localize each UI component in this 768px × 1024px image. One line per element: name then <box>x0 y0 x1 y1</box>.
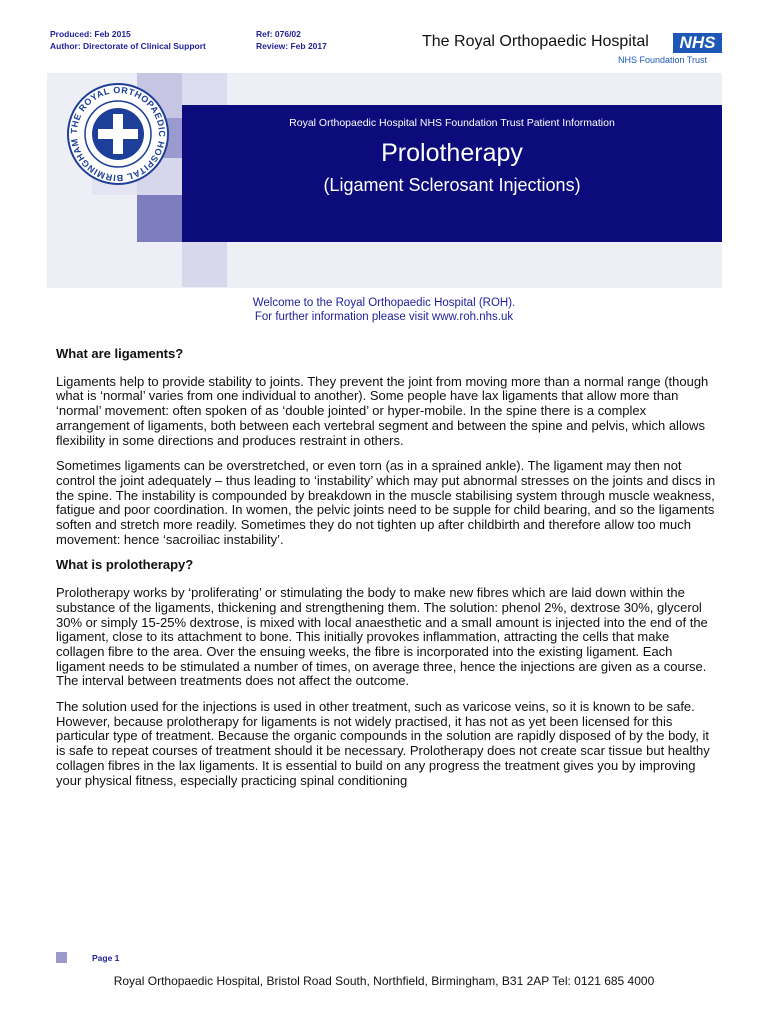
decorative-square <box>137 195 182 242</box>
produced-date: Produced: Feb 2015 <box>50 29 131 39</box>
seal-text: THE ROYAL ORTHOPAEDIC HOSPITAL BIRMINGHAM <box>68 84 168 184</box>
body-content <box>56 347 716 799</box>
review-date: Review: Feb 2017 <box>256 41 327 51</box>
section-heading-ligaments: What are ligaments? <box>56 346 184 361</box>
welcome-message <box>0 296 768 324</box>
welcome-line: Welcome to the Royal Orthopaedic Hospital (ROH). <box>252 297 516 309</box>
leaflet-category: Royal Orthopaedic Hospital NHS Foundation Trust Patient Information <box>289 117 615 129</box>
author: Author: Directorate of Clinical Support <box>50 41 206 51</box>
trust-name: NHS Foundation Trust <box>618 55 708 65</box>
page-subtitle: (Ligament Sclerosant Injections) <box>323 175 581 195</box>
paragraph: Prolotherapy works by ‘proliferating’ or stimulating the body to make new fibres which are laid down within the substance of the ligaments, thickening and strengthening them. The solution: phenol 2%, dextrose 30%, glycerol 30% or simply 15-25% dextrose, is mixed with local anaesthetic and a small amount is injected into the end of the ligament, close to its attachment to bone. This initially provokes inflammation, attracting the cells that make collagen fibre to the area. Over the ensuing weeks, the fibre is incorporated into the existing ligament. Each ligament needs to be stimulated a number of times, on average three, hence the injections are given as a course. The interval between treatments does not affect the outcome. <box>56 585 708 689</box>
website-line: For further information please visit www.roh.nhs.uk <box>254 311 514 323</box>
section-heading-prolotherapy: What is prolotherapy? <box>56 557 194 573</box>
decorative-square <box>182 73 227 105</box>
paragraph: The solution used for the injections is used in other treatment, such as varicose veins, so it is known to be safe. However, because prolotherapy for ligaments is not widely practised, it has not as yet been licensed for this particular type of treatment. Because the organic compounds in the solution are rapidly disposed of by the body, it is safe to repeat courses of treatment should it be necessary. Prolotherapy does not create scar tissue but healthy collagen fibres in the lax ligaments. It is essential to build on any progress the treatment gives you by improving your physical fitness, especially practicing spinal conditioning <box>56 699 710 788</box>
hospital-name: The Royal Orthopaedic Hospital <box>422 33 649 50</box>
document-meta-right <box>256 28 327 52</box>
nhs-logo: NHS <box>673 33 722 53</box>
hospital-seal-logo <box>66 82 170 186</box>
document-meta-left <box>50 28 206 52</box>
paragraph: Sometimes ligaments can be overstretched, or even torn (as in a sprained ankle). The ligament may then not control the joint adequately – thus leading to ‘instability’ which may put abnormal stresses on the joints and discs in the spine. The instability is compounded by breakdown in the muscle stabilising system through muscle weakness, fatigue and poor coordination. In women, the pelvic joints need to be supple for child bearing, and so the ligaments soften and stretch more readily. Sometimes they do not tighten up after childbirth and therefore allow too much movement: hence ‘sacroiliac instability’. <box>56 458 716 547</box>
decorative-square <box>182 242 227 287</box>
page-marker-square <box>56 952 67 963</box>
hospital-brand <box>422 33 722 73</box>
page-number: Page 1 <box>92 953 120 963</box>
title-box <box>182 105 722 242</box>
reference-number: Ref: 076/02 <box>256 29 301 39</box>
footer-address: Royal Orthopaedic Hospital, Bristol Road South, Northfield, Birmingham, B31 2AP Tel: 0121 685 4000 <box>113 974 655 988</box>
page-title: Prolotherapy <box>381 139 523 167</box>
paragraph: Ligaments help to provide stability to joints. They prevent the joint from moving more than a normal range (though what is ‘normal’ varies from one individual to another). Some people have lax ligaments that allow more than ‘normal’ movement: often spoken of as ‘double jointed’ or hyper-mobile. In the spine there is a complex arrangement of ligaments, both between each vertebral segment and between the spine and pelvis, which allows flexibility in some directions and produces restraint in others. <box>56 373 709 448</box>
